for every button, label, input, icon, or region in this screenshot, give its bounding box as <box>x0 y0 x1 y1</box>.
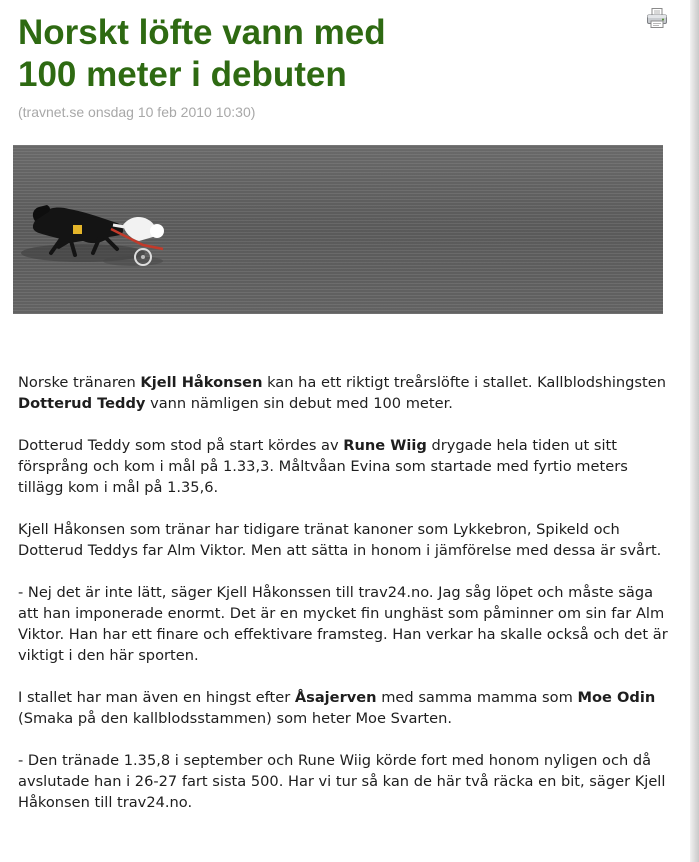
paragraph-5 <box>18 687 668 729</box>
text-segment: (Smaka på den kallblodsstammen) som heter Moe Svarten. <box>18 710 453 727</box>
horse-name: Dotterud Teddy <box>18 395 146 412</box>
printer-icon-graphic <box>646 7 668 29</box>
sulky-wheel-hub <box>141 255 145 259</box>
text-segment: - Nej det är inte lätt, säger Kjell Håkonssen till trav24.no. Jag såg löpet och måste säga att han imponerade enormt. Det är en mycket fin unghäst som påminner om sin far Alm Viktor. Han har ett finare och effektivare framsteg. Han verkar ha skalle också och det är viktigt i den här sporten. <box>18 584 668 664</box>
article-body <box>18 372 668 834</box>
window-edge <box>690 0 699 862</box>
text-segment: I stallet har man även en hingst efter <box>18 689 295 706</box>
sibling-name: Moe Odin <box>577 689 656 706</box>
trainer-name: Kjell Håkonsen <box>140 374 263 391</box>
saddle-cloth <box>73 225 82 234</box>
paragraph-6 <box>18 750 668 813</box>
driver-arm <box>113 225 125 227</box>
printer-icon[interactable] <box>646 7 668 29</box>
paragraph-3 <box>18 519 668 561</box>
article-byline: (travnet.se onsdag 10 feb 2010 10:30) <box>18 104 256 120</box>
driver-name: Rune Wiig <box>343 437 427 454</box>
trotting-horse-image <box>13 145 663 314</box>
sire-name: Åsajerven <box>294 689 377 706</box>
text-segment: med samma mamma som <box>376 689 578 706</box>
text-segment: Dotterud Teddy som stod på start kördes av <box>18 437 344 454</box>
text-segment: vann nämligen sin debut med 100 meter. <box>145 395 453 412</box>
text-segment: kan ha ett riktigt treårslöfte i stallet. Kallblodshingsten <box>262 374 666 391</box>
photo-shadow-sulky <box>103 256 163 266</box>
text-segment: drygade hela tiden ut sitt försprång och kom i mål på 1.33,3. Måltvåan Evina som startade med fyrtio meters tillägg kom i mål på 1.35,6. <box>18 437 628 496</box>
paragraph-1 <box>18 372 668 414</box>
text-segment: - Den tränade 1.35,8 i september och Rune Wiig körde fort med honom nyligen och då avslutade han i 26-27 fart sista 500. Har vi tur så kan de här två räcka en bit, säger Kjell Håkonsen till trav24.no. <box>18 752 666 811</box>
paragraph-2 <box>18 435 668 498</box>
paragraph-4 <box>18 582 668 666</box>
driver-helmet <box>150 224 164 238</box>
text-segment: Kjell Håkonsen som tränar har tidigare tränat kanoner som Lykkebron, Spikeld och Dotterud Teddys far Alm Viktor. Men att sätta in honom i jämförelse med dessa är svårt. <box>18 521 662 559</box>
article-headline <box>18 12 618 96</box>
headline-line-2: 100 meter i debuten <box>18 55 347 94</box>
text-segment: Norske tränaren <box>18 374 141 391</box>
article-photo <box>13 145 663 314</box>
headline-line-1: Norskt löfte vann med <box>18 13 386 52</box>
